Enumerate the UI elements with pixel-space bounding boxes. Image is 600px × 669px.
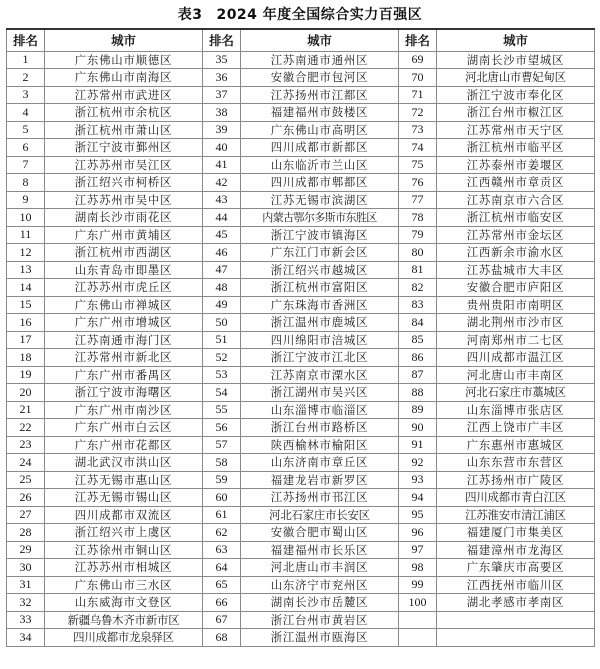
city-cell: 江苏苏州市虎丘区	[45, 279, 203, 297]
rank-cell: 69	[399, 51, 437, 69]
rank-cell: 90	[399, 419, 437, 437]
rank-cell: 78	[399, 209, 437, 227]
table-row	[7, 611, 595, 629]
city-cell: 江苏苏州市吴江区	[45, 156, 203, 174]
rank-cell: 8	[7, 174, 45, 192]
rank-cell: 74	[399, 139, 437, 157]
rank-cell: 59	[203, 471, 241, 489]
city-cell: 山东淄博市临淄区	[241, 401, 399, 419]
city-cell: 湖南长沙市岳麓区	[241, 594, 399, 612]
rank-cell: 50	[203, 314, 241, 332]
rank-cell: 86	[399, 349, 437, 367]
city-cell: 江苏扬州市邗江区	[241, 489, 399, 507]
city-cell: 广东惠州市惠城区	[437, 436, 595, 454]
rank-cell: 56	[203, 419, 241, 437]
table-row	[7, 349, 595, 367]
city-cell: 广东广州市番禺区	[45, 366, 203, 384]
city-cell: 浙江杭州市萧山区	[45, 121, 203, 139]
rank-cell: 28	[7, 524, 45, 542]
city-cell: 山东济南市章丘区	[241, 454, 399, 472]
table-row	[7, 314, 595, 332]
city-cell: 江苏常州市天宁区	[437, 121, 595, 139]
table-row	[7, 506, 595, 524]
rank-cell: 27	[7, 506, 45, 524]
table-row	[7, 454, 595, 472]
table-caption	[0, 0, 600, 28]
city-cell: 广东佛山市高明区	[241, 121, 399, 139]
table-row	[7, 209, 595, 227]
rank-cell: 47	[203, 261, 241, 279]
rank-cell: 5	[7, 121, 45, 139]
city-cell	[437, 629, 595, 647]
rank-cell: 70	[399, 69, 437, 87]
table-row	[7, 174, 595, 192]
rank-cell: 14	[7, 279, 45, 297]
city-cell: 江苏南通市海门区	[45, 331, 203, 349]
city-cell: 湖北孝感市孝南区	[437, 594, 595, 612]
rank-cell: 7	[7, 156, 45, 174]
table-row	[7, 366, 595, 384]
table-header-row	[7, 29, 595, 51]
rank-cell: 41	[203, 156, 241, 174]
rank-cell: 32	[7, 594, 45, 612]
rank-cell: 99	[399, 576, 437, 594]
rank-cell: 1	[7, 51, 45, 69]
city-cell: 江苏盐城市大丰区	[437, 261, 595, 279]
city-cell: 江苏徐州市铜山区	[45, 541, 203, 559]
city-cell: 浙江台州市黄岩区	[241, 611, 399, 629]
rank-cell: 39	[203, 121, 241, 139]
city-cell: 浙江绍兴市越城区	[241, 261, 399, 279]
city-cell: 浙江绍兴市柯桥区	[45, 174, 203, 192]
city-cell: 山东青岛市即墨区	[45, 261, 203, 279]
city-cell: 浙江杭州市临平区	[437, 139, 595, 157]
city-cell: 浙江宁波市奉化区	[437, 86, 595, 104]
city-cell: 广东广州市增城区	[45, 314, 203, 332]
rank-cell: 15	[7, 296, 45, 314]
ranking-table	[6, 28, 595, 647]
header-rank: 排名	[399, 29, 437, 51]
table-row	[7, 139, 595, 157]
city-cell: 四川成都市新都区	[241, 139, 399, 157]
city-cell: 福建厦门市集美区	[437, 524, 595, 542]
rank-cell: 10	[7, 209, 45, 227]
table-row	[7, 86, 595, 104]
city-cell: 广东广州市南沙区	[45, 401, 203, 419]
rank-cell: 25	[7, 471, 45, 489]
rank-cell: 67	[203, 611, 241, 629]
city-cell: 浙江宁波市镇海区	[241, 226, 399, 244]
city-cell: 河北石家庄市藁城区	[437, 384, 595, 402]
city-cell: 江苏常州市新北区	[45, 349, 203, 367]
rank-cell: 75	[399, 156, 437, 174]
city-cell: 湖南长沙市望城区	[437, 51, 595, 69]
rank-cell: 98	[399, 559, 437, 577]
rank-cell: 13	[7, 261, 45, 279]
rank-cell: 18	[7, 349, 45, 367]
city-cell: 江苏常州市武进区	[45, 86, 203, 104]
table-row	[7, 594, 595, 612]
city-cell: 浙江温州市瓯海区	[241, 629, 399, 647]
city-cell: 广东佛山市禅城区	[45, 296, 203, 314]
rank-cell: 96	[399, 524, 437, 542]
city-cell: 浙江宁波市鄞州区	[45, 139, 203, 157]
rank-cell: 43	[203, 191, 241, 209]
city-cell: 江苏淮安市清江浦区	[437, 506, 595, 524]
city-cell: 四川成都市郫都区	[241, 174, 399, 192]
rank-cell: 66	[203, 594, 241, 612]
city-cell: 江苏扬州市江都区	[241, 86, 399, 104]
rank-cell: 87	[399, 366, 437, 384]
rank-cell: 23	[7, 436, 45, 454]
rank-cell: 57	[203, 436, 241, 454]
rank-cell	[399, 611, 437, 629]
rank-cell: 3	[7, 86, 45, 104]
table-row	[7, 69, 595, 87]
table-row	[7, 436, 595, 454]
rank-cell: 20	[7, 384, 45, 402]
table-row	[7, 524, 595, 542]
table-row	[7, 384, 595, 402]
city-cell: 江苏南通市通州区	[241, 51, 399, 69]
table-row	[7, 576, 595, 594]
rank-cell: 16	[7, 314, 45, 332]
rank-cell: 82	[399, 279, 437, 297]
rank-cell: 42	[203, 174, 241, 192]
city-cell: 浙江湖州市吴兴区	[241, 384, 399, 402]
city-cell: 广东广州市花都区	[45, 436, 203, 454]
header-city: 城市	[437, 29, 595, 51]
city-cell: 广东江门市新会区	[241, 244, 399, 262]
table-row	[7, 331, 595, 349]
header-rank: 排名	[7, 29, 45, 51]
city-cell: 浙江杭州市西湖区	[45, 244, 203, 262]
rank-cell: 83	[399, 296, 437, 314]
city-cell: 安徽合肥市庐阳区	[437, 279, 595, 297]
city-cell: 广东佛山市南海区	[45, 69, 203, 87]
city-cell: 江苏南京市六合区	[437, 191, 595, 209]
rank-cell: 71	[399, 86, 437, 104]
rank-cell: 84	[399, 314, 437, 332]
rank-cell: 44	[203, 209, 241, 227]
rank-cell: 4	[7, 104, 45, 122]
rank-cell: 33	[7, 611, 45, 629]
rank-cell: 9	[7, 191, 45, 209]
city-cell: 河北唐山市丰润区	[241, 559, 399, 577]
city-cell: 浙江绍兴市上虞区	[45, 524, 203, 542]
city-cell: 湖北荆州市沙市区	[437, 314, 595, 332]
city-cell: 河南郑州市二七区	[437, 331, 595, 349]
city-cell: 浙江宁波市海曙区	[45, 384, 203, 402]
city-cell: 浙江台州市椒江区	[437, 104, 595, 122]
rank-cell: 26	[7, 489, 45, 507]
table-row	[7, 629, 595, 647]
city-cell: 浙江杭州市余杭区	[45, 104, 203, 122]
rank-cell: 6	[7, 139, 45, 157]
city-cell: 江苏苏州市相城区	[45, 559, 203, 577]
rank-cell: 65	[203, 576, 241, 594]
rank-cell: 88	[399, 384, 437, 402]
city-cell: 贵州贵阳市南明区	[437, 296, 595, 314]
rank-cell: 29	[7, 541, 45, 559]
city-cell: 浙江宁波市江北区	[241, 349, 399, 367]
rank-cell: 77	[399, 191, 437, 209]
rank-cell: 55	[203, 401, 241, 419]
rank-cell: 51	[203, 331, 241, 349]
city-cell: 内蒙古鄂尔多斯市东胜区	[241, 209, 399, 227]
city-cell: 江苏常州市金坛区	[437, 226, 595, 244]
rank-cell: 53	[203, 366, 241, 384]
rank-cell: 37	[203, 86, 241, 104]
table-row	[7, 261, 595, 279]
rank-cell: 85	[399, 331, 437, 349]
city-cell: 浙江杭州市临安区	[437, 209, 595, 227]
table-row	[7, 471, 595, 489]
city-cell: 福建漳州市龙海区	[437, 541, 595, 559]
rank-cell: 61	[203, 506, 241, 524]
table-row	[7, 489, 595, 507]
rank-cell: 79	[399, 226, 437, 244]
city-cell: 江苏南京市溧水区	[241, 366, 399, 384]
table-row	[7, 559, 595, 577]
rank-cell: 45	[203, 226, 241, 244]
city-cell: 山东东营市东营区	[437, 454, 595, 472]
rank-cell: 40	[203, 139, 241, 157]
rank-cell: 38	[203, 104, 241, 122]
rank-cell: 17	[7, 331, 45, 349]
city-cell: 江苏无锡市滨湖区	[241, 191, 399, 209]
table-row	[7, 541, 595, 559]
city-cell: 陕西榆林市榆阳区	[241, 436, 399, 454]
city-cell: 江西赣州市章贡区	[437, 174, 595, 192]
rank-cell: 92	[399, 454, 437, 472]
city-cell: 四川成都市双流区	[45, 506, 203, 524]
table-number: 表3	[177, 7, 203, 23]
rank-cell	[399, 629, 437, 647]
rank-cell: 97	[399, 541, 437, 559]
rank-cell: 21	[7, 401, 45, 419]
city-cell: 山东淄博市张店区	[437, 401, 595, 419]
table-row	[7, 121, 595, 139]
rank-cell: 46	[203, 244, 241, 262]
table-row	[7, 226, 595, 244]
rank-cell: 24	[7, 454, 45, 472]
rank-cell: 49	[203, 296, 241, 314]
city-cell: 福建龙岩市新罗区	[241, 471, 399, 489]
rank-cell: 93	[399, 471, 437, 489]
city-cell: 山东临沂市兰山区	[241, 156, 399, 174]
table-row	[7, 401, 595, 419]
rank-cell: 30	[7, 559, 45, 577]
rank-cell: 81	[399, 261, 437, 279]
rank-cell: 89	[399, 401, 437, 419]
table-row	[7, 191, 595, 209]
header-city: 城市	[241, 29, 399, 51]
header-rank: 排名	[203, 29, 241, 51]
rank-cell: 100	[399, 594, 437, 612]
rank-cell: 73	[399, 121, 437, 139]
city-cell: 江苏无锡市锡山区	[45, 489, 203, 507]
rank-cell: 11	[7, 226, 45, 244]
city-cell: 江苏泰州市姜堰区	[437, 156, 595, 174]
city-cell: 河北石家庄市长安区	[241, 506, 399, 524]
city-cell	[437, 611, 595, 629]
rank-cell: 52	[203, 349, 241, 367]
city-cell: 福建福州市鼓楼区	[241, 104, 399, 122]
city-cell: 广东广州市黄埔区	[45, 226, 203, 244]
rank-cell: 63	[203, 541, 241, 559]
city-cell: 浙江台州市路桥区	[241, 419, 399, 437]
city-cell: 浙江杭州市富阳区	[241, 279, 399, 297]
rank-cell: 12	[7, 244, 45, 262]
rank-cell: 95	[399, 506, 437, 524]
city-cell: 四川成都市青白江区	[437, 489, 595, 507]
rank-cell: 2	[7, 69, 45, 87]
city-cell: 四川成都市温江区	[437, 349, 595, 367]
city-cell: 浙江温州市鹿城区	[241, 314, 399, 332]
city-cell: 江苏扬州市广陵区	[437, 471, 595, 489]
city-cell: 江西新余市渝水区	[437, 244, 595, 262]
city-cell: 广东佛山市顺德区	[45, 51, 203, 69]
city-cell: 安徽合肥市包河区	[241, 69, 399, 87]
rank-cell: 68	[203, 629, 241, 647]
rank-cell: 76	[399, 174, 437, 192]
rank-cell: 34	[7, 629, 45, 647]
table-row	[7, 156, 595, 174]
table-body	[7, 51, 595, 646]
rank-cell: 54	[203, 384, 241, 402]
rank-cell: 35	[203, 51, 241, 69]
table-row	[7, 419, 595, 437]
city-cell: 湖南长沙市雨花区	[45, 209, 203, 227]
header-city: 城市	[45, 29, 203, 51]
city-cell: 山东威海市文登区	[45, 594, 203, 612]
rank-cell: 31	[7, 576, 45, 594]
rank-cell: 60	[203, 489, 241, 507]
rank-cell: 62	[203, 524, 241, 542]
city-cell: 广东广州市白云区	[45, 419, 203, 437]
table-row	[7, 296, 595, 314]
city-cell: 四川绵阳市涪城区	[241, 331, 399, 349]
city-cell: 山东济宁市兖州区	[241, 576, 399, 594]
city-cell: 河北唐山市丰南区	[437, 366, 595, 384]
city-cell: 安徽合肥市蜀山区	[241, 524, 399, 542]
city-cell: 江苏无锡市惠山区	[45, 471, 203, 489]
city-cell: 河北唐山市曹妃甸区	[437, 69, 595, 87]
table-row	[7, 51, 595, 69]
rank-cell: 48	[203, 279, 241, 297]
rank-cell: 58	[203, 454, 241, 472]
city-cell: 广东佛山市三水区	[45, 576, 203, 594]
rank-cell: 80	[399, 244, 437, 262]
city-cell: 四川成都市龙泉驿区	[45, 629, 203, 647]
table-row	[7, 244, 595, 262]
rank-cell: 64	[203, 559, 241, 577]
rank-cell: 19	[7, 366, 45, 384]
rank-cell: 94	[399, 489, 437, 507]
city-cell: 广东肇庆市高要区	[437, 559, 595, 577]
table-title: 2024 年度全国综合实力百强区	[216, 7, 423, 23]
rank-cell: 91	[399, 436, 437, 454]
city-cell: 江西抚州市临川区	[437, 576, 595, 594]
rank-cell: 36	[203, 69, 241, 87]
city-cell: 广东珠海市香洲区	[241, 296, 399, 314]
rank-cell: 22	[7, 419, 45, 437]
rank-cell: 72	[399, 104, 437, 122]
city-cell: 江苏苏州市吴中区	[45, 191, 203, 209]
city-cell: 新疆乌鲁木齐市新市区	[45, 611, 203, 629]
city-cell: 江西上饶市广丰区	[437, 419, 595, 437]
table-row	[7, 279, 595, 297]
city-cell: 福建福州市长乐区	[241, 541, 399, 559]
table-row	[7, 104, 595, 122]
city-cell: 湖北武汉市洪山区	[45, 454, 203, 472]
